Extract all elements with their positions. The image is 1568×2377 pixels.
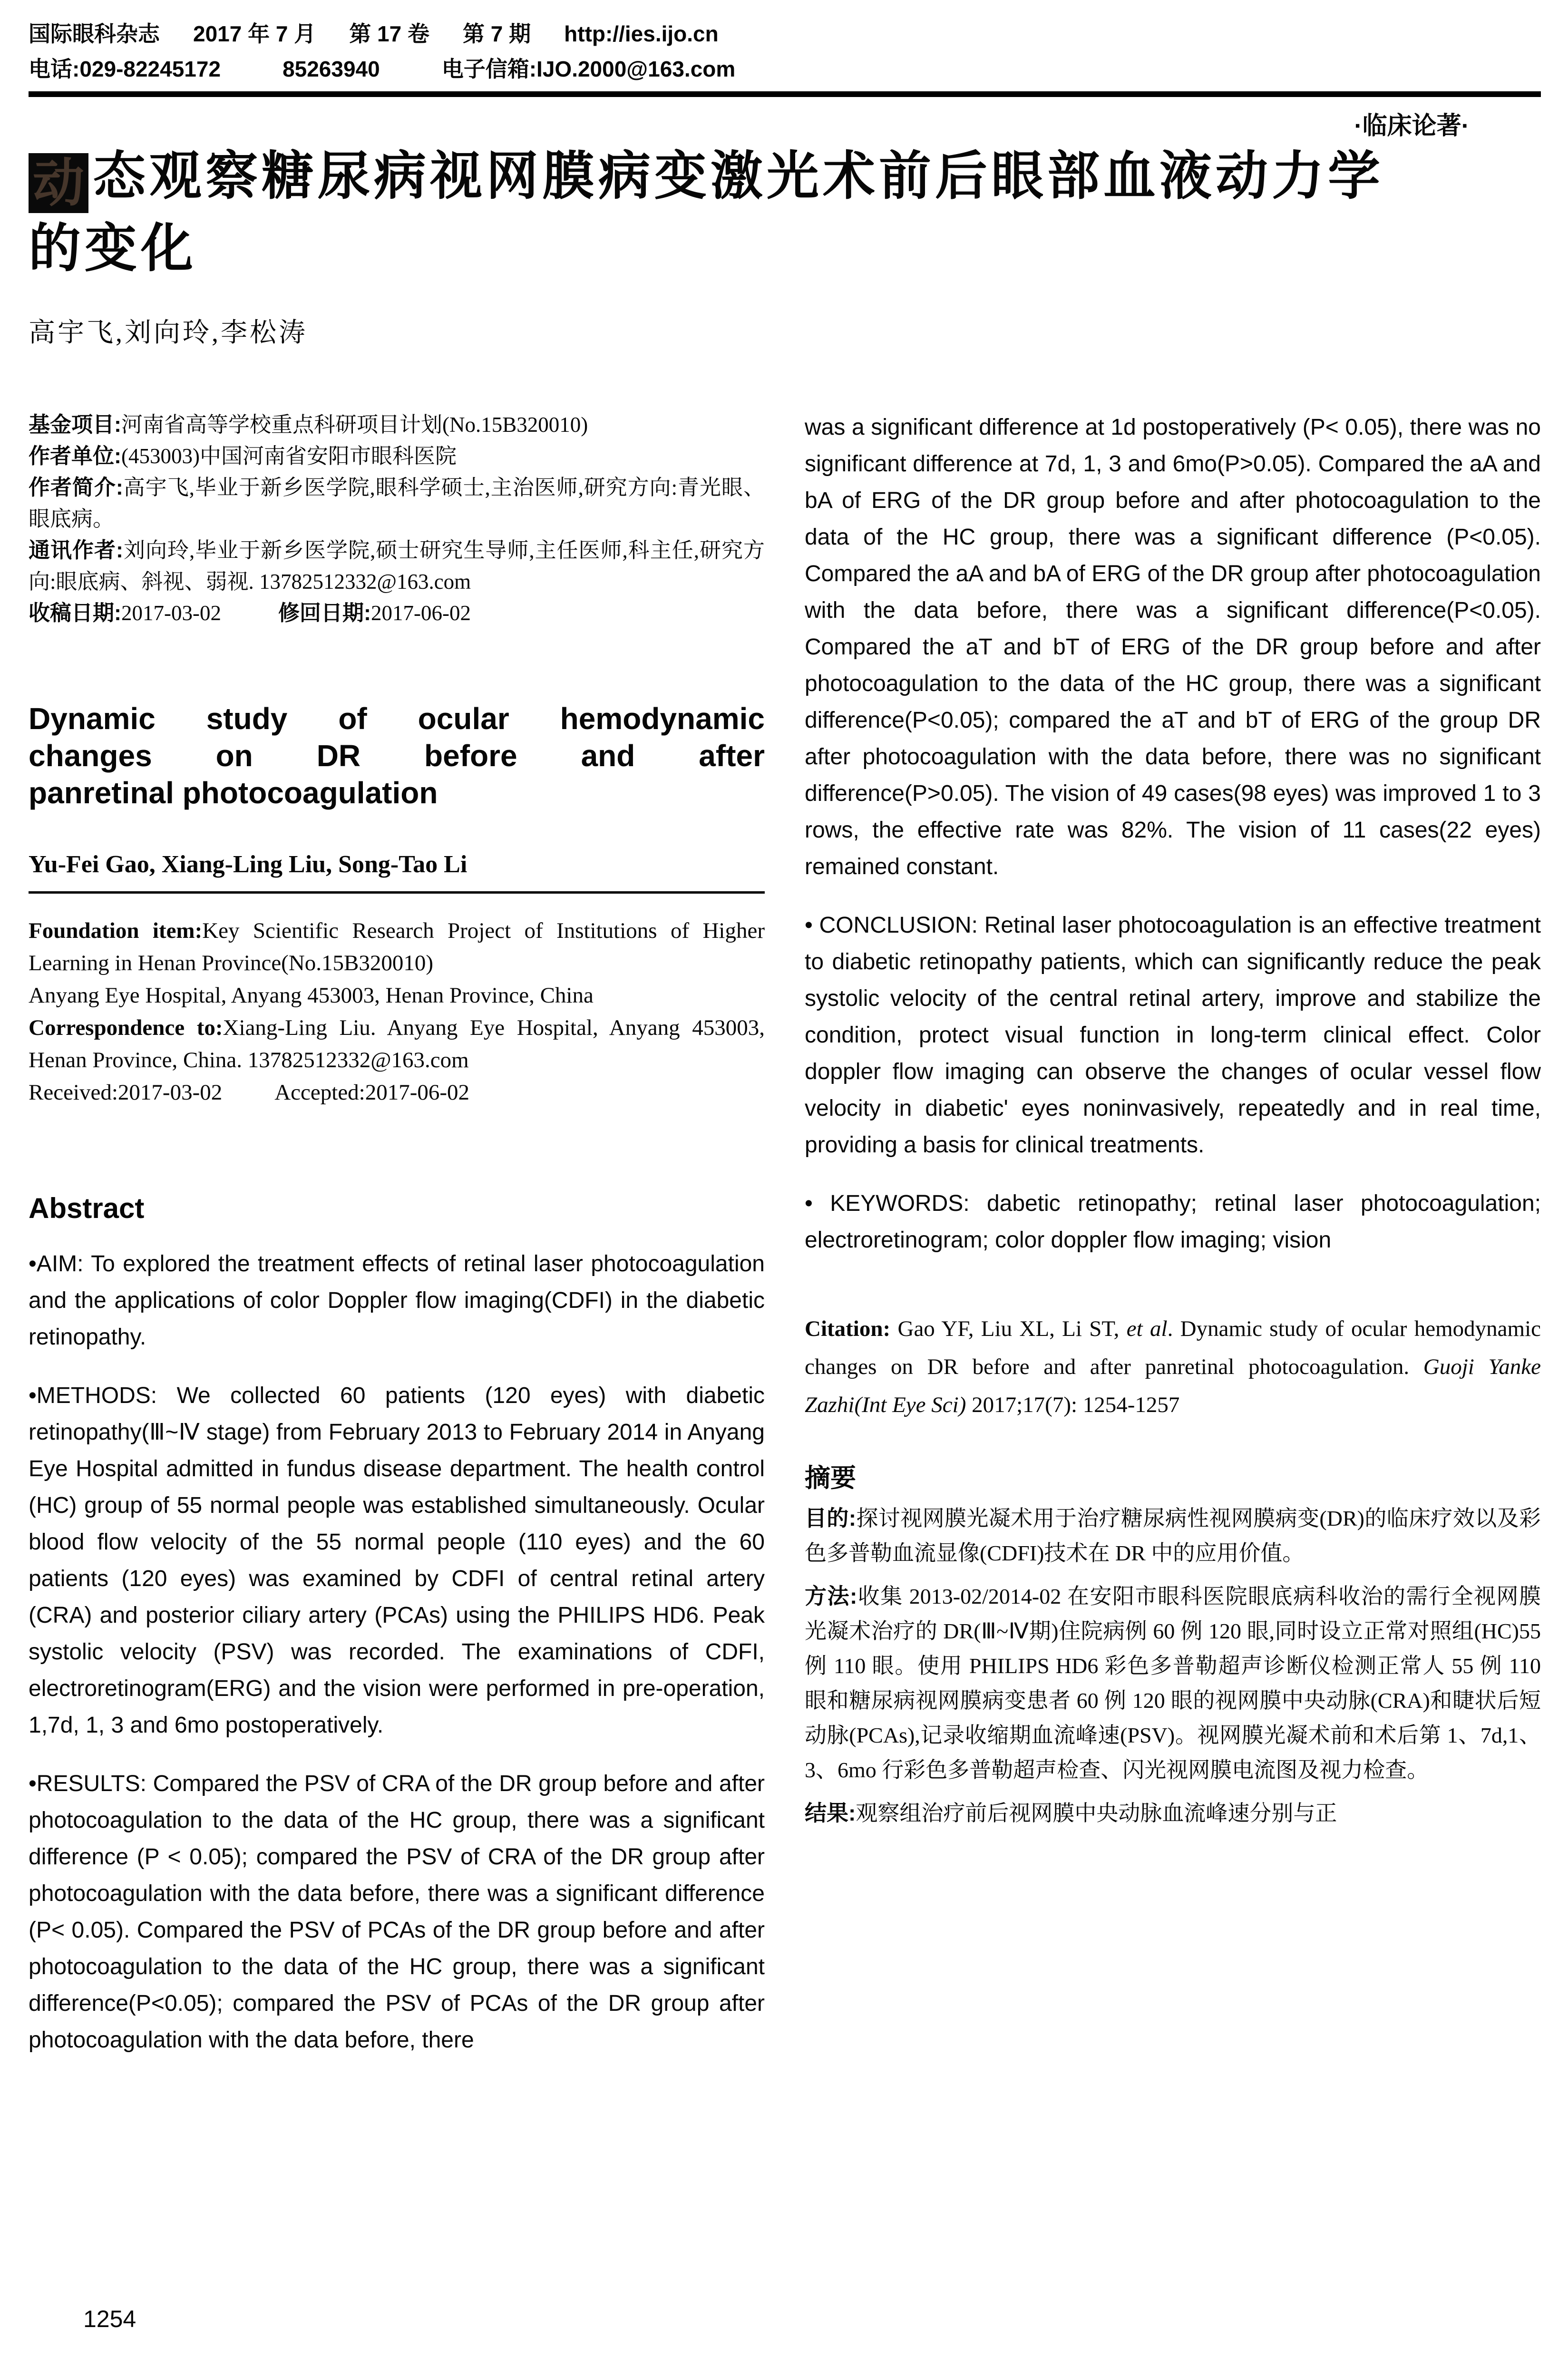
accepted-date-en: 2017-06-02 <box>365 1080 470 1105</box>
received-date-cn: 2017-03-02 <box>121 601 221 625</box>
cn-methods-paragraph <box>805 1579 1541 1787</box>
fund-label: 基金项目: <box>29 412 121 437</box>
journal-header-line2 <box>29 55 1541 83</box>
phone-number: 电话:029-82245172 <box>29 57 221 81</box>
results-text-left: Compared the PSV of CRA of the DR group before and after photocoagulation to the data of the HC group, there was a significant difference (P < 0.05); compared the PSV of CRA of the DR group after photocoagulation with the data before, there was a significant difference (P< 0.05). Compared the PSV of PCAs of the DR group before and after photocoagulation to the data of the HC group, there was a significant difference(P<0.05); compared the PSV of PCAs of the DR group after photocoagulation with the data before, there <box>29 1771 765 2053</box>
journal-name: 国际眼科杂志 <box>29 21 160 46</box>
header-rule <box>29 91 1541 97</box>
received-date-en: 2017-03-02 <box>117 1080 223 1105</box>
results-label: •RESULTS: <box>29 1771 146 1796</box>
email-address: 电子信箱:IJO.2000@163.com <box>441 57 736 81</box>
issue-label: 第 7 期 <box>463 21 531 46</box>
keywords-paragraph <box>805 1185 1541 1258</box>
bio-label: 作者简介: <box>29 475 123 499</box>
aim-paragraph <box>29 1246 765 1355</box>
cn-abstract-heading: 摘要 <box>805 1464 856 1492</box>
cn-aim-paragraph <box>805 1501 1541 1570</box>
affiliation: Anyang Eye Hospital, Anyang 453003, Henan Province, China <box>29 983 594 1008</box>
english-authors: Yu-Fei Gao, Xiang-Ling Liu, Song-Tao Li <box>29 851 467 878</box>
bio-line <box>29 472 765 535</box>
conclusion-text: Retinal laser photocoagulation is an effective treatment to diabetic retinopathy patients, which can significantly reduce the peak systolic velocity of the central retinal artery, improve and stabilize the condition, protect visual function in long-term clinical effect. Color doppler flow imaging can observe the changes of ocular vessel flow velocity in diabetic' eyes noninvasively, repeatedly and in real time, providing a basis for clinical treatments. <box>805 913 1541 1158</box>
correspondence-label: Correspondence to: <box>29 1015 223 1040</box>
revised-date-cn: 2017-06-02 <box>370 601 471 625</box>
fund-line <box>29 409 765 440</box>
english-meta-block <box>29 915 765 1109</box>
section-tag: ·临床论著· <box>1354 112 1470 140</box>
results-paragraph-left <box>29 1765 765 2058</box>
accepted-label-en: Accepted: <box>274 1080 365 1105</box>
title-line-2: 的变化 <box>29 219 197 278</box>
fund-text: 河南省高等学校重点科研项目计划(No.15B320010) <box>121 413 588 437</box>
correspondent-label: 通讯作者: <box>29 538 123 562</box>
article-title <box>29 141 1541 284</box>
footnote-block-cn <box>29 409 765 629</box>
title-dropcap: 动 <box>29 153 88 213</box>
methods-label: •METHODS: <box>29 1383 157 1408</box>
keywords-text: dabetic retinopathy; retinal laser photocoagulation; electroretinogram; color doppler flow imaging; vision <box>805 1191 1541 1253</box>
abstract-heading: Abstract <box>29 1192 145 1224</box>
methods-paragraph <box>29 1377 765 1744</box>
dates-line <box>29 597 765 629</box>
volume-label: 第 17 卷 <box>349 21 429 46</box>
journal-header-line1 <box>29 20 1541 48</box>
aim-label: •AIM: <box>29 1251 84 1276</box>
methods-text: We collected 60 patients (120 eyes) with diabetic retinopathy(Ⅲ~Ⅳ stage) from February 2013 to February 2014 in Anyang Eye Hospital admitted in fundus disease department. The health control (HC) group of 55 normal people was established simultaneously. Ocular blood flow velocity of the 55 normal people (110 eyes) and the 60 patients (120 eyes) was examined by CDFI of central retinal artery (CRA) and posterior ciliary artery (PCAs) using the PHILIPS HD6. Peak systolic velocity (PSV) was recorded. The examinations of CDFI, electroretinogram(ERG) and the vision were performed in pre-operation, 1,7d, 1, 3 and 6mo postoperatively. <box>29 1383 765 1738</box>
english-title-line-1: Dynamic study of ocular hemodynamic <box>29 701 765 736</box>
correspondent-line <box>29 535 765 597</box>
journal-url: http://ies.ijo.cn <box>564 21 719 46</box>
english-title-line-2: changes on DR before and after <box>29 739 765 773</box>
revised-label-cn: 修回日期: <box>278 601 371 625</box>
authors-cn: 高宇飞,刘向玲,李松涛 <box>29 318 308 348</box>
two-column-body <box>29 409 1541 2058</box>
keywords-label: • KEYWORDS: <box>805 1191 970 1216</box>
cn-results-label: 结果: <box>805 1801 856 1825</box>
bio-text: 高宇飞,毕业于新乡医学院,眼科学硕士,主治医师,研究方向:青光眼、眼底病。 <box>29 476 765 531</box>
cn-methods-label: 方法: <box>805 1584 857 1608</box>
citation-authors: Gao YF, Liu XL, Li ST, <box>897 1316 1127 1341</box>
correspondence-text: Xiang-Ling Liu. Anyang Eye Hospital, Anyang 453003, Henan Province, China. 13782512332@163.com <box>29 1015 765 1072</box>
correspondence <box>29 1012 765 1076</box>
english-title-line-3: panretinal photocoagulation <box>29 776 438 810</box>
citation-paragraph <box>805 1310 1541 1424</box>
conclusion-label: • CONCLUSION: <box>805 913 978 938</box>
unit-line <box>29 440 765 472</box>
results-continuation: was a significant difference at 1d postoperatively (P< 0.05), there was no significant difference at 7d, 1, 3 and 6mo(P>0.05). Compared the aA and bA of ERG of the DR group before and after photocoagulation to the data of the HC group, there was a significant difference (P<0.05). Compared the aA and bA of ERG of the DR group after photocoagulation with the data before, there was a significant difference(P<0.05). Compared the aT and bT of ERG of the DR group before and after photocoagulation to the data of the HC group, there was a significant difference(P<0.05); compared the aT and bT of ERG of the group DR after photocoagulation with the data before, there was no significant difference(P>0.05). The vision of 49 cases(98 eyes) was improved 1 to 3 rows, the effective rate was 82%. The vision of 11 cases(22 eyes) remained constant. <box>805 415 1541 879</box>
unit-label: 作者单位: <box>29 444 121 468</box>
unit-text: (453003)中国河南省安阳市眼科医院 <box>121 444 457 468</box>
aim-text: To explored the treatment effects of retinal laser photocoagulation and the applications of color Doppler flow imaging(CDFI) in the diabetic retinopathy. <box>29 1251 765 1350</box>
received-label-en: Received: <box>29 1080 118 1105</box>
right-column <box>805 409 1541 2058</box>
paper-page <box>29 20 1541 2058</box>
phone-number-2: 85263940 <box>282 57 380 81</box>
footnote-rule <box>29 891 765 894</box>
received-accepted-line <box>29 1076 765 1109</box>
cn-aim-text: 探讨视网膜光凝术用于治疗糖尿病性视网膜病变(DR)的临床疗效以及彩色多普勒血流显像(CDFI)技术在 DR 中的应用价值。 <box>805 1506 1541 1565</box>
citation-journal: Guoji Yanke Zazhi(Int Eye Sci) <box>805 1354 1541 1417</box>
correspondent-text: 刘向玲,毕业于新乡医学院,硕士研究生导师,主任医师,科主任,研究方向:眼底病、斜视、弱视. 13782512332@163.com <box>29 538 765 594</box>
foundation-label: Foundation item: <box>29 918 203 943</box>
cn-results-paragraph <box>805 1796 1541 1831</box>
cn-methods-text: 收集 2013-02/2014-02 在安阳市眼科医院眼底病科收治的需行全视网膜光凝术治疗的 DR(Ⅲ~Ⅳ期)住院病例 60 例 120 眼,同时设立正常对照组(HC)55 例 110 眼。使用 PHILIPS HD6 彩色多普勒超声诊断仪检测正常人 55 例 110 眼和糖尿病视网膜病变患者 60 例 120 眼的视网膜中央动脉(CRA)和睫状后短动脉(PCAs),记录收缩期血流峰速(PSV)。视网膜光凝术前和术后第 1、7d,1、3、6mo 行彩色多普勒超声检查、闪光视网膜电流图及视力检查。 <box>805 1584 1541 1782</box>
citation-label: Citation: <box>805 1316 891 1341</box>
cn-results-text: 观察组治疗前后视网膜中央动脉血流峰速分别与正 <box>856 1801 1337 1825</box>
received-label-cn: 收稿日期: <box>29 601 121 625</box>
foundation-item <box>29 915 765 979</box>
issue-date: 2017 年 7 月 <box>193 21 316 46</box>
citation-etal: et al <box>1126 1316 1168 1341</box>
page-number: 1254 <box>83 2306 136 2332</box>
cn-aim-label: 目的: <box>805 1506 857 1530</box>
left-column <box>29 409 765 2058</box>
citation-title: . Dynamic study of ocular hemodynamic changes on DR before and after panretinal photocoagulation. <box>805 1316 1541 1379</box>
foundation-text: Key Scientific Research Project of Institutions of Higher Learning in Henan Province(No.15B320010) <box>29 918 765 975</box>
title-line-1-text: 态观察糖尿病视网膜病变激光术前后眼部血液动力学 <box>93 147 1384 205</box>
title-line-1 <box>29 141 1541 213</box>
citation-issue-pages: 2017;17(7): 1254-1257 <box>966 1393 1180 1417</box>
conclusion-paragraph <box>805 907 1541 1163</box>
english-title <box>29 700 765 811</box>
